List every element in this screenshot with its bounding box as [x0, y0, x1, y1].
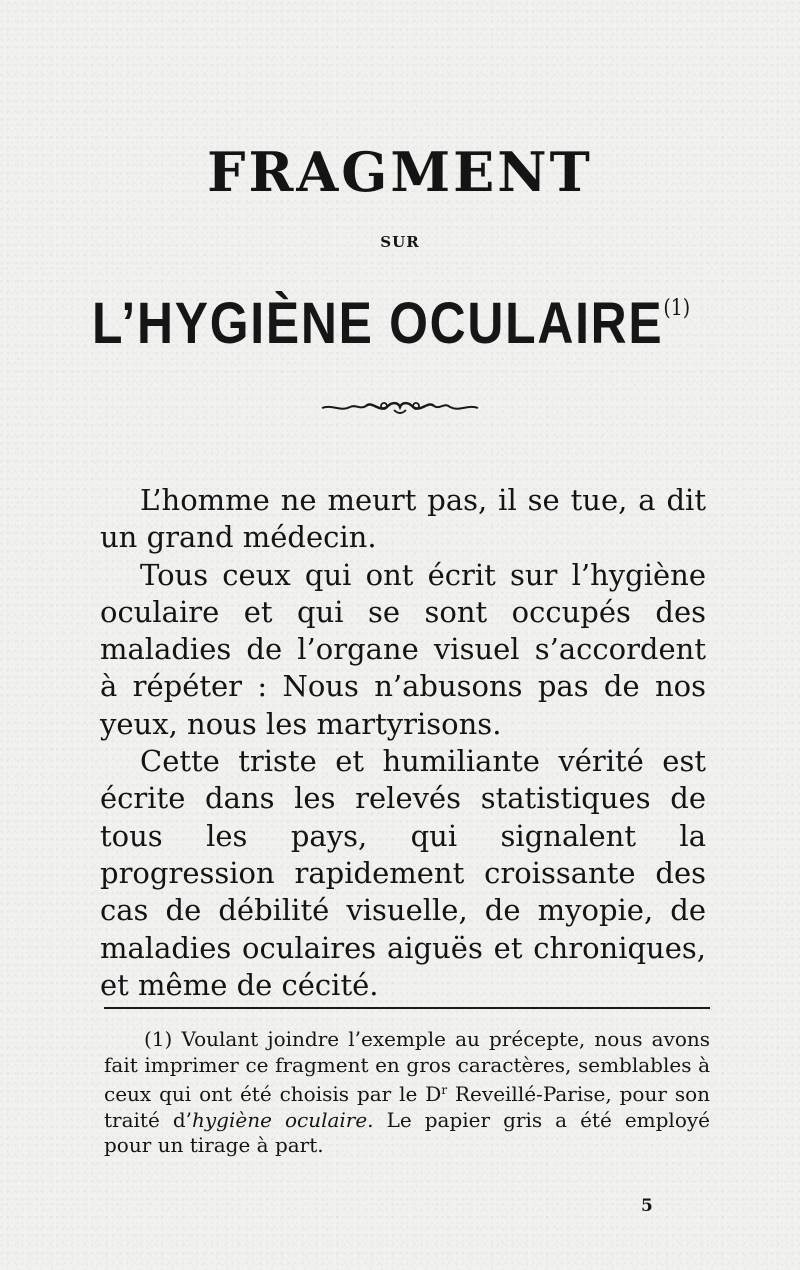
title-connector: SUR: [380, 233, 420, 251]
chapter-subtitle: [92, 290, 690, 357]
footnote-text: Voulant joindre l’exemple au précepte, nous avons fait imprimer ce fragment en gros caractères, semblables à ceux qui ont été choisis par le D: [104, 1027, 711, 1106]
paragraph: L’homme ne meurt pas, il se tue, a dit un grand médecin.: [100, 483, 706, 555]
paragraph: Tous ceux qui ont écrit sur l’hygiène oculaire et qui se sont occupés des maladies de l’organe visuel s’accordent à répéter : Nous n’abusons pas de nos yeux, nous les martyrisons.: [100, 557, 706, 741]
footnote-text-continued: Reveillé-Parise, pour son traité d’: [104, 1082, 711, 1132]
footnote-separator: [104, 1007, 710, 1009]
book-title: hygiène oculaire.: [191, 1107, 374, 1132]
footnote-superscript: r: [441, 1083, 448, 1097]
paragraph: Cette triste et humiliante vérité est écrite dans les relevés statistiques de tous les pays, qui signalent la progression rapidement croissante des cas de débilité visuelle, de myopie, de maladies oculaires aiguës et chroniques, et même de cécité.: [100, 744, 706, 1002]
title-footnote-marker: (1): [663, 296, 691, 321]
subtitle-text: L’HYGIÈNE OCULAIRE: [92, 291, 664, 356]
body-text: [100, 482, 706, 1004]
footnote-marker: (1): [144, 1027, 173, 1051]
chapter-title: FRAGMENT: [207, 140, 593, 204]
ornament-divider: [320, 394, 480, 420]
footnote-text-end: Le papier gris a été employé pour un tirage à part.: [104, 1107, 710, 1157]
footnote: [104, 1027, 710, 1159]
page-number: 5: [641, 1196, 653, 1216]
footnote-paragraph: [104, 1027, 710, 1159]
